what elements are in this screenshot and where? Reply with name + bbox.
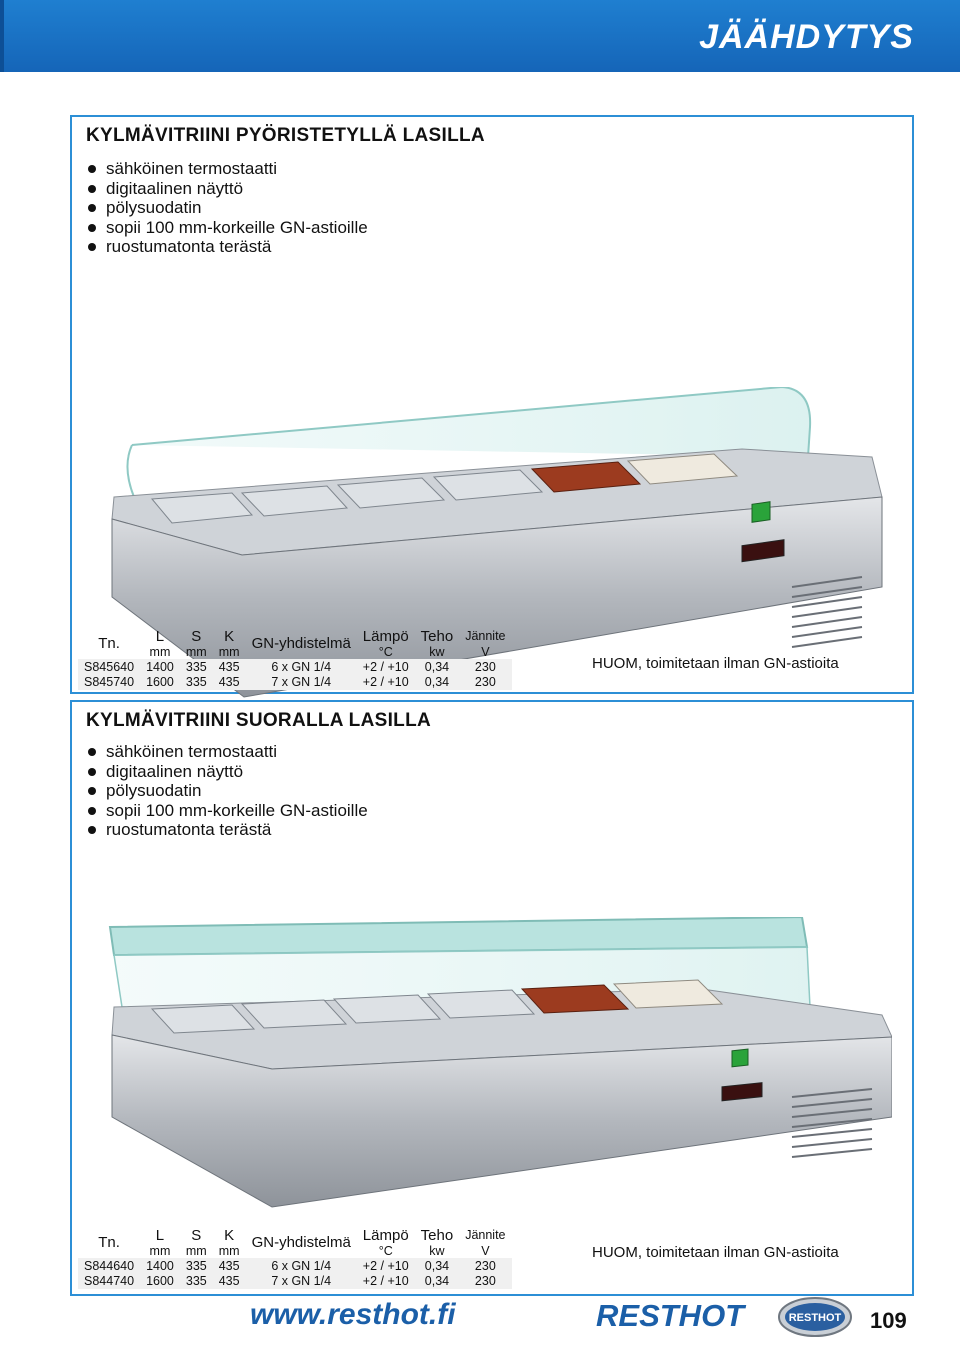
unit-label: °C	[378, 1244, 393, 1258]
bullet-icon	[88, 204, 96, 212]
col-header: Teho	[420, 627, 454, 645]
delivery-note: HUOM, toimitetaan ilman GN-astioita	[592, 655, 839, 672]
col-header: Tn.	[98, 634, 120, 652]
unit-label: mm	[218, 1244, 240, 1258]
product-section-straight	[70, 700, 914, 1296]
feature-item: sähköinen termostaatti	[88, 159, 368, 179]
feature-list	[88, 742, 368, 840]
bullet-icon	[88, 826, 96, 834]
unit-label: kw	[429, 645, 445, 659]
feature-item: sopii 100 mm-korkeille GN-astioille	[88, 218, 368, 238]
unit-label: V	[481, 645, 490, 659]
feature-item: ruostumatonta terästä	[88, 820, 368, 840]
brand-name: RESTHOT	[596, 1298, 745, 1333]
feature-item: sähköinen termostaatti	[88, 742, 368, 762]
bullet-icon	[88, 787, 96, 795]
header-stripe	[0, 0, 4, 72]
col-header: S	[191, 1226, 202, 1244]
bullet-icon	[88, 807, 96, 815]
col-header: Lämpö	[362, 1226, 409, 1244]
col-header: S	[191, 627, 202, 645]
col-header: Teho	[420, 1226, 454, 1244]
feature-list	[88, 159, 368, 257]
table-row: S844640 1400 335 435 6 x GN 1/4 +2 / +10 0,34 230	[78, 1258, 512, 1274]
unit-label: kw	[429, 1244, 445, 1258]
unit-label: mm	[218, 645, 240, 659]
unit-label: mm	[149, 1244, 171, 1258]
table-header-row	[78, 627, 512, 645]
bullet-icon	[88, 185, 96, 193]
website-link[interactable]: www.resthot.fi	[250, 1298, 456, 1331]
col-header: GN-yhdistelmä	[251, 1233, 351, 1251]
logo-text: RESTHOT	[788, 1312, 842, 1324]
product-section-rounded	[70, 115, 914, 694]
table-row: S845640 1400 335 435 6 x GN 1/4 +2 / +10 0,34 230	[78, 659, 512, 675]
col-header: Jännite	[465, 629, 506, 643]
col-header: K	[224, 1226, 235, 1244]
page-title: JÄÄHDYTYS	[699, 18, 914, 56]
col-header: Jännite	[465, 1228, 506, 1242]
spec-table	[78, 627, 512, 690]
col-header: L	[155, 1226, 165, 1244]
col-header: GN-yhdistelmä	[251, 634, 351, 652]
feature-item: pölysuodatin	[88, 198, 368, 218]
unit-label: mm	[149, 645, 171, 659]
col-header: K	[224, 627, 235, 645]
col-header: Lämpö	[362, 627, 409, 645]
page-number: 109	[870, 1308, 907, 1333]
delivery-note: HUOM, toimitetaan ilman GN-astioita	[592, 1244, 839, 1261]
table-header-row	[78, 1226, 512, 1244]
table-row: S844740 1600 335 435 7 x GN 1/4 +2 / +10 0,34 230	[78, 1274, 512, 1290]
feature-item: digitaalinen näyttö	[88, 179, 368, 199]
feature-item: sopii 100 mm-korkeille GN-astioille	[88, 801, 368, 821]
spec-table	[78, 1226, 512, 1289]
bullet-icon	[88, 768, 96, 776]
unit-label: °C	[378, 645, 393, 659]
product-title: KYLMÄVITRIINI PYÖRISTETYLLÄ LASILLA	[86, 125, 485, 146]
header-bar	[0, 0, 960, 72]
unit-label: mm	[185, 1244, 207, 1258]
unit-label: V	[481, 1244, 490, 1258]
bullet-icon	[88, 165, 96, 173]
bullet-icon	[88, 748, 96, 756]
col-header: Tn.	[98, 1233, 120, 1251]
feature-item: ruostumatonta terästä	[88, 237, 368, 257]
bullet-icon	[88, 224, 96, 232]
feature-item: pölysuodatin	[88, 781, 368, 801]
unit-label: mm	[185, 645, 207, 659]
table-row: S845740 1600 335 435 7 x GN 1/4 +2 / +10 0,34 230	[78, 675, 512, 691]
col-header: L	[155, 627, 165, 645]
feature-item: digitaalinen näyttö	[88, 762, 368, 782]
bullet-icon	[88, 243, 96, 251]
product-title: KYLMÄVITRIINI SUORALLA LASILLA	[86, 710, 431, 731]
resthot-logo	[777, 1296, 853, 1338]
product-image-straight-glass	[102, 917, 892, 1217]
